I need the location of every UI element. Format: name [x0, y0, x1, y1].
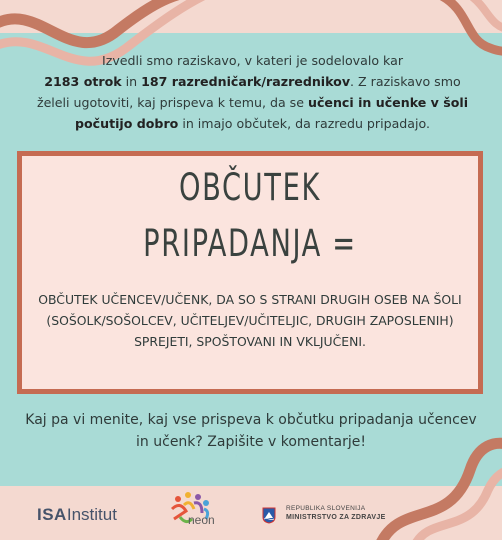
isa-logo-bold: ISA [37, 505, 67, 524]
definition-card [17, 151, 483, 394]
card-title-line-2: PRIPADANJA = [143, 222, 357, 265]
intro-text-4: in imajo občutek, da razredu pripadajo. [178, 116, 431, 131]
closing-question: Kaj pa vi menite, kaj vse prispeva k občutku pripadanja učencev in učenk? Zapišite v komentarje! [25, 412, 477, 450]
intro-text-2: in [121, 74, 142, 89]
ministry-line-2: MINISTRSTVO ZA ZDRAVJE [286, 514, 386, 521]
neon-logo-text: neon [188, 513, 215, 527]
intro-teachers-count: 187 razredničark/razrednikov [141, 74, 351, 89]
card-definition: OBČUTEK UČENCEV/UČENK, DA SO S STRANI DRUGIH OSEB NA ŠOLI (SOŠOLK/SOŠOLCEV, UČITELJEV/UČITELJIC, DRUGIH ZAPOSLENIH) SPREJETI, SPOŠTOVANI IN VKLJUČENI. [38, 292, 462, 349]
intro-text-1: Izvedli smo raziskavo, v kateri je sodelovalo kar [102, 53, 403, 68]
intro-paragraph [30, 50, 475, 134]
isa-logo-rest: Institut [66, 505, 117, 524]
card-title-line-1: OBČUTEK [178, 166, 322, 209]
intro-highlight: učenci in učenke v šoli počutijo dobro [74, 95, 469, 131]
isa-institut-logo [37, 505, 117, 525]
slovenia-crest-icon [262, 507, 276, 524]
top-band [0, 0, 502, 33]
intro-text-3: . Z raziskavo smo želeli ugotoviti, kaj prispeva k temu, da se [36, 74, 461, 110]
intro-children-count: 2183 otrok [44, 74, 122, 89]
ministry-line-1: REPUBLIKA SLOVENIJA [286, 505, 366, 512]
